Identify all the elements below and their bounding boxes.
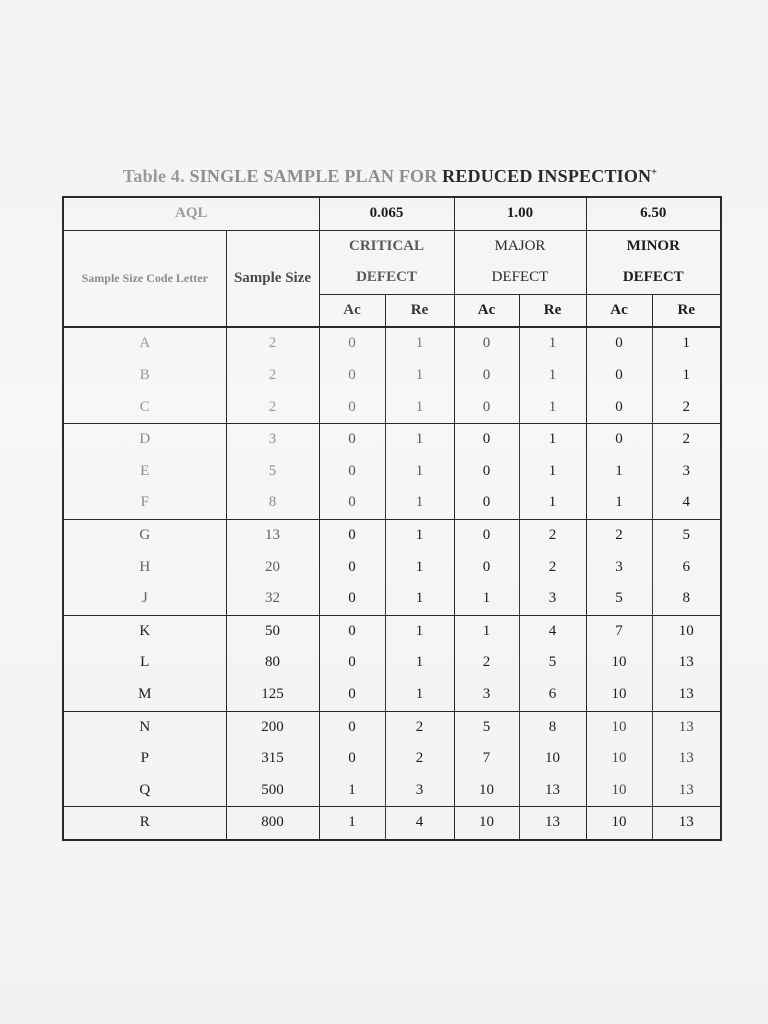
- major-defect-line2: DEFECT: [491, 269, 549, 286]
- critical-re-cell: 1: [385, 327, 454, 360]
- minor-re-cell: 4: [682, 494, 691, 511]
- code-letter-cell: H: [63, 552, 226, 584]
- minor-ac-cell: 10: [586, 775, 652, 807]
- code-letter-cell: L: [63, 647, 226, 679]
- table-row: [63, 360, 721, 392]
- sample-size-cell: 32: [226, 583, 319, 615]
- table-row: [63, 424, 721, 456]
- major-ac-cell: 10: [454, 807, 519, 840]
- sample-size-cell: 3: [226, 424, 319, 456]
- critical-re-cell: 1: [385, 360, 454, 392]
- critical-ac-cell: 0: [319, 711, 385, 743]
- major-ac-cell: 0: [454, 360, 519, 392]
- minor-re-cell: 10: [652, 615, 721, 647]
- major-re-cell: 2: [519, 552, 586, 584]
- critical-re-cell: 3: [385, 775, 454, 807]
- code-letter-cell: B: [63, 360, 226, 392]
- code-letter-header: Sample Size Code Letter: [63, 230, 226, 327]
- minor-ac-cell: 7: [586, 615, 652, 647]
- table-row: [63, 392, 721, 424]
- critical-re-cell: 4: [385, 807, 454, 840]
- critical-ac-cell: 0: [319, 552, 385, 584]
- minor-re-cell: 13: [678, 750, 694, 767]
- minor-re-cell: 6: [682, 558, 691, 575]
- table-row: [63, 487, 721, 519]
- minor-re-cell: 3: [682, 462, 691, 479]
- table-row: [63, 743, 721, 775]
- minor-ac-cell: 10: [586, 679, 652, 711]
- minor-re-cell: 1: [652, 327, 721, 360]
- sample-plan-table: [62, 196, 722, 841]
- critical-re-cell: 2: [385, 711, 454, 743]
- minor-re-cell: 13: [652, 711, 721, 743]
- code-letter-cell: K: [63, 615, 226, 647]
- major-re-cell: 1: [519, 456, 586, 488]
- major-re-cell: 13: [519, 807, 586, 840]
- critical-ac-cell: 1: [319, 807, 385, 840]
- minor-re-cell: 2: [682, 398, 691, 415]
- minor-ac-cell: 10: [586, 711, 652, 743]
- critical-re-cell: 1: [385, 392, 454, 424]
- critical-re-cell: 1: [385, 456, 454, 488]
- critical-re-cell: 1: [385, 424, 454, 456]
- code-letter-cell: P: [63, 743, 226, 775]
- minor-ac-cell: 0: [586, 392, 652, 424]
- minor-re-cell: 8: [682, 590, 691, 607]
- minor-ac-cell: 5: [586, 583, 652, 615]
- sample-size-cell: 800: [226, 807, 319, 840]
- critical-ac-cell: 0: [319, 519, 385, 551]
- minor-ac-header: Ac: [586, 294, 652, 327]
- minor-ac-cell: 1: [586, 487, 652, 519]
- minor-defect-header: [586, 230, 721, 294]
- code-letter-cell: A: [63, 327, 226, 360]
- title-text-start: SINGLE SAMPLE PLAN FOR: [189, 166, 438, 186]
- critical-ac-cell: 0: [319, 487, 385, 519]
- code-letter-cell: G: [63, 519, 226, 551]
- major-re-cell: 6: [519, 679, 586, 711]
- critical-defect-line1: CRITICAL: [349, 237, 425, 254]
- major-re-cell: 4: [519, 615, 586, 647]
- sample-size-cell: 20: [226, 552, 319, 584]
- sample-size-header: Sample Size: [226, 230, 319, 327]
- minor-ac-cell: 0: [586, 424, 652, 456]
- aql-critical-value: 0.065: [319, 197, 454, 230]
- table-row: [63, 615, 721, 647]
- code-letter-cell: Q: [63, 775, 226, 807]
- aql-header-row: [63, 197, 721, 230]
- sample-size-cell: 8: [226, 487, 319, 519]
- critical-ac-cell: 0: [319, 583, 385, 615]
- code-letter-cell: E: [63, 456, 226, 488]
- critical-ac-cell: 0: [319, 615, 385, 647]
- major-ac-cell: 3: [454, 679, 519, 711]
- aql-minor-value: 6.50: [586, 197, 721, 230]
- critical-ac-cell: 0: [319, 424, 385, 456]
- table-row: [63, 456, 721, 488]
- critical-re-cell: 1: [385, 647, 454, 679]
- minor-ac-cell: 10: [586, 743, 652, 775]
- major-ac-header: Ac: [454, 294, 519, 327]
- minor-re-cell: 13: [652, 807, 721, 840]
- major-ac-cell: 10: [454, 775, 519, 807]
- critical-ac-cell: 1: [319, 775, 385, 807]
- major-ac-cell: 0: [454, 552, 519, 584]
- major-defect-header: [454, 230, 586, 294]
- minor-ac-cell: 0: [586, 327, 652, 360]
- critical-ac-cell: 0: [319, 360, 385, 392]
- minor-re-cell: 1: [682, 366, 691, 383]
- minor-defect-line2: DEFECT: [622, 269, 684, 286]
- minor-defect-line1: MINOR: [626, 237, 680, 254]
- sample-size-cell: 2: [226, 392, 319, 424]
- table-row: [63, 775, 721, 807]
- aql-label: AQL: [63, 197, 319, 230]
- table-title: [62, 166, 718, 187]
- critical-defect-header: [319, 230, 454, 294]
- critical-re-cell: 1: [385, 487, 454, 519]
- title-text-end: REDUCED INSPECTION: [442, 166, 652, 186]
- critical-defect-line2: DEFECT: [356, 269, 417, 286]
- major-ac-cell: 0: [454, 424, 519, 456]
- table-row: [63, 807, 721, 840]
- minor-ac-cell: 10: [586, 647, 652, 679]
- title-footnote-mark: +: [651, 167, 658, 178]
- critical-re-cell: 1: [385, 583, 454, 615]
- critical-ac-cell: 0: [319, 456, 385, 488]
- code-letter-cell: R: [63, 807, 226, 840]
- major-ac-cell: 0: [454, 456, 519, 488]
- major-ac-cell: 0: [454, 519, 519, 551]
- table-row: [63, 327, 721, 360]
- major-re-cell: 2: [519, 519, 586, 551]
- critical-ac-cell: 0: [319, 327, 385, 360]
- critical-re-cell: 1: [385, 679, 454, 711]
- major-re-cell: 13: [519, 775, 586, 807]
- code-letter-cell: D: [63, 424, 226, 456]
- major-re-cell: 3: [519, 583, 586, 615]
- aql-major-value: 1.00: [454, 197, 586, 230]
- sample-size-cell: 2: [226, 327, 319, 360]
- critical-ac-cell: 0: [319, 679, 385, 711]
- critical-ac-header: Ac: [319, 294, 385, 327]
- code-letter-cell: C: [63, 392, 226, 424]
- sample-size-cell: 5: [226, 456, 319, 488]
- table-row: [63, 647, 721, 679]
- sample-size-cell: 500: [226, 775, 319, 807]
- sample-size-cell: 315: [226, 743, 319, 775]
- major-re-header: Re: [519, 294, 586, 327]
- minor-ac-cell: 2: [586, 519, 652, 551]
- table-number: Table 4.: [122, 166, 185, 186]
- critical-ac-cell: 0: [319, 647, 385, 679]
- minor-ac-cell: 1: [586, 456, 652, 488]
- minor-ac-cell: 10: [586, 807, 652, 840]
- defect-header-row: [63, 230, 721, 294]
- critical-re-cell: 1: [385, 519, 454, 551]
- major-ac-cell: 2: [454, 647, 519, 679]
- sample-size-cell: 125: [226, 679, 319, 711]
- minor-re-cell: 2: [652, 424, 721, 456]
- minor-re-cell: 13: [678, 781, 694, 798]
- critical-re-cell: 1: [385, 615, 454, 647]
- major-ac-cell: 0: [454, 392, 519, 424]
- major-re-cell: 8: [519, 711, 586, 743]
- critical-re-header: Re: [385, 294, 454, 327]
- major-defect-line1: MAJOR: [494, 237, 546, 254]
- major-re-cell: 10: [519, 743, 586, 775]
- minor-ac-cell: 3: [586, 552, 652, 584]
- table-row: [63, 679, 721, 711]
- critical-re-cell: 2: [385, 743, 454, 775]
- critical-ac-cell: 0: [319, 743, 385, 775]
- major-re-cell: 1: [519, 392, 586, 424]
- major-re-cell: 1: [519, 424, 586, 456]
- critical-re-cell: 1: [385, 552, 454, 584]
- table-row: [63, 583, 721, 615]
- sample-size-cell: 2: [226, 360, 319, 392]
- minor-re-cell: 13: [678, 685, 694, 702]
- minor-ac-cell: 0: [586, 360, 652, 392]
- sample-size-cell: 200: [226, 711, 319, 743]
- sample-size-cell: 50: [226, 615, 319, 647]
- major-ac-cell: 7: [454, 743, 519, 775]
- major-ac-cell: 1: [454, 615, 519, 647]
- major-ac-cell: 0: [454, 327, 519, 360]
- major-re-cell: 5: [519, 647, 586, 679]
- minor-re-cell: 13: [678, 654, 694, 671]
- major-ac-cell: 0: [454, 487, 519, 519]
- major-re-cell: 1: [519, 360, 586, 392]
- code-letter-cell: N: [63, 711, 226, 743]
- major-re-cell: 1: [519, 487, 586, 519]
- sample-size-cell: 13: [226, 519, 319, 551]
- table-row: [63, 519, 721, 551]
- major-ac-cell: 1: [454, 583, 519, 615]
- major-re-cell: 1: [519, 327, 586, 360]
- minor-re-cell: 5: [652, 519, 721, 551]
- major-ac-cell: 5: [454, 711, 519, 743]
- table-row: [63, 552, 721, 584]
- code-letter-cell: J: [63, 583, 226, 615]
- critical-ac-cell: 0: [319, 392, 385, 424]
- sample-size-cell: 80: [226, 647, 319, 679]
- table-row: [63, 711, 721, 743]
- code-letter-cell: F: [63, 487, 226, 519]
- code-letter-cell: M: [63, 679, 226, 711]
- minor-re-header: Re: [652, 294, 721, 327]
